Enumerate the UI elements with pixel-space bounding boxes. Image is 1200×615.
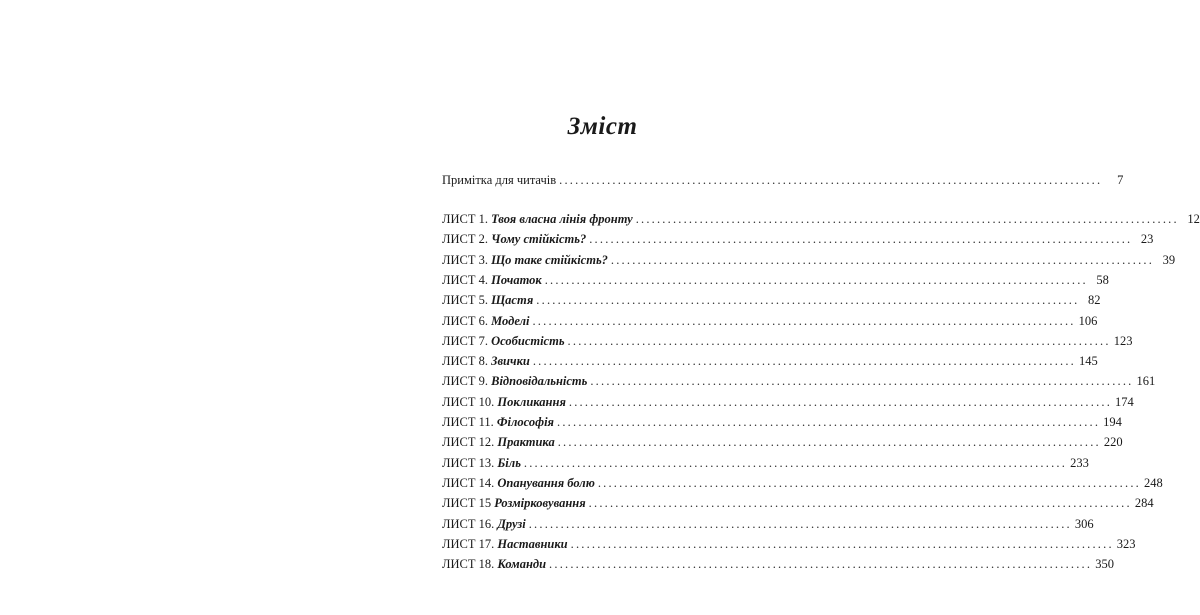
toc-entry-page: 12 bbox=[1187, 212, 1200, 226]
toc-entry-chapter: ЛИСТ 6. bbox=[442, 313, 492, 328]
toc-dot-leader: ...................................................................................................... bbox=[532, 313, 1076, 328]
toc-entry-page: 58 bbox=[1096, 272, 1109, 287]
toc-entry-label bbox=[442, 537, 568, 552]
toc-entry-row bbox=[442, 394, 1134, 415]
toc-entry-page: 306 bbox=[1074, 516, 1094, 531]
toc-entry-label bbox=[442, 232, 586, 247]
toc-entry-chapter: ЛИСТ 15 bbox=[442, 496, 495, 511]
toc-dot-leader: ...................................................................................................... bbox=[544, 272, 1088, 287]
toc-entry-label bbox=[442, 273, 542, 288]
toc-entry-chapter: ЛИСТ 13. bbox=[442, 455, 498, 470]
toc-entry-page: 161 bbox=[1136, 374, 1156, 389]
toc-entry-chapter: ЛИСТ 9. bbox=[442, 374, 492, 389]
toc-note-row bbox=[442, 173, 1124, 193]
toc-dot-leader: ...................................................................................................... bbox=[532, 354, 1077, 369]
toc-entry-chapter: ЛИСТ 1. bbox=[442, 212, 492, 226]
toc-entry-label bbox=[442, 456, 521, 471]
toc-entry-page: 220 bbox=[1103, 435, 1123, 450]
toc-entry-label bbox=[442, 496, 586, 511]
toc-entry-page: 82 bbox=[1087, 293, 1101, 308]
toc-entry-title: Моделі bbox=[491, 313, 530, 328]
toc-note-page: 7 bbox=[1117, 173, 1124, 187]
toc-entry-title: Відповідальність bbox=[491, 374, 588, 389]
toc-entry-page: 350 bbox=[1095, 557, 1114, 572]
toc-dot-leader: ...................................................................................................... bbox=[597, 475, 1141, 490]
toc-entry-label bbox=[442, 557, 546, 572]
toc-dot-leader: ...................................................................................................... bbox=[588, 496, 1132, 511]
toc-note-text: Примітка для читачів bbox=[442, 173, 557, 187]
toc-entry-label bbox=[442, 435, 555, 450]
toc-entry-page: 194 bbox=[1103, 415, 1122, 429]
toc-entry-label bbox=[442, 517, 526, 532]
toc-entry-row bbox=[442, 455, 1089, 476]
toc-entry-page: 248 bbox=[1143, 475, 1163, 490]
toc-entry-chapter: ЛИСТ 18. bbox=[442, 557, 498, 572]
toc-entry-row bbox=[442, 272, 1109, 293]
toc-entry-chapter: ЛИСТ 17. bbox=[442, 536, 498, 551]
toc-note-label bbox=[442, 173, 556, 188]
toc-entry-title: Друзі bbox=[497, 516, 526, 531]
toc-entry-page: 323 bbox=[1116, 536, 1136, 551]
toc-entry-page: 284 bbox=[1134, 496, 1154, 511]
toc-entry-chapter: ЛИСТ 4. bbox=[442, 272, 492, 287]
toc-entry-page: 39 bbox=[1162, 252, 1176, 267]
toc-entry-chapter: ЛИСТ 14. bbox=[442, 475, 498, 490]
toc-entry-chapter: ЛИСТ 7. bbox=[442, 333, 492, 348]
toc-entry-row bbox=[442, 293, 1101, 313]
toc-entry-title: Особистість bbox=[491, 333, 565, 348]
toc-dot-leader: ...................................................................................................... bbox=[549, 557, 1093, 572]
toc-entry-label bbox=[442, 314, 529, 329]
toc-entry-row bbox=[442, 232, 1154, 252]
toc-entry-title: Команди bbox=[497, 557, 547, 572]
toc-entry-title: Чому стійкість? bbox=[491, 232, 587, 247]
toc-dot-leader: ...................................................................................................... bbox=[559, 173, 1103, 187]
toc-dot-leader: ...................................................................................................... bbox=[523, 455, 1068, 470]
toc-entry-title: Щастя bbox=[491, 293, 534, 308]
toc-entry-label bbox=[442, 415, 554, 430]
toc-entry-page: 145 bbox=[1079, 354, 1098, 369]
toc-entry-chapter: ЛИСТ 16. bbox=[442, 516, 498, 531]
toc-entry-row bbox=[442, 475, 1163, 496]
toc-dot-leader: ...................................................................................................... bbox=[557, 435, 1101, 450]
toc-entry-title: Біль bbox=[497, 455, 521, 470]
toc-entry-row bbox=[442, 496, 1154, 516]
toc-entry-row bbox=[442, 374, 1156, 394]
toc-entry-title: Філософія bbox=[496, 415, 555, 429]
toc-entry-row bbox=[442, 557, 1114, 577]
toc-entry-row bbox=[442, 354, 1098, 374]
toc-entry-chapter: ЛИСТ 12. bbox=[442, 435, 498, 450]
toc-entry-title: Розмірковування bbox=[494, 496, 586, 511]
toc-entry-title: Опанування болю bbox=[497, 475, 595, 490]
toc-entry-chapter: ЛИСТ 5. bbox=[442, 293, 492, 308]
toc-entry-row bbox=[442, 313, 1098, 334]
toc-entry-chapter: ЛИСТ 10. bbox=[442, 394, 498, 409]
toc-entry-row bbox=[442, 516, 1094, 537]
toc-entry-row bbox=[442, 333, 1133, 354]
toc-dot-leader: ...................................................................................................... bbox=[589, 232, 1133, 247]
toc-entry-title: Покликання bbox=[497, 394, 566, 409]
toc-entry-title: Наставники bbox=[497, 536, 568, 551]
toc-entry-chapter: ЛИСТ 11. bbox=[442, 415, 497, 429]
toc-entry-chapter: ЛИСТ 2. bbox=[442, 232, 492, 247]
toc-dot-leader: ...................................................................................................... bbox=[590, 374, 1134, 389]
toc-entry-label bbox=[442, 334, 565, 349]
toc-dot-leader: ...................................................................................................... bbox=[610, 252, 1155, 267]
toc-entry-page: 174 bbox=[1115, 394, 1134, 409]
toc-entry-label bbox=[442, 476, 595, 491]
toc-entry-title: Твоя власна лінія фронту bbox=[491, 212, 633, 226]
toc-entry-row bbox=[442, 252, 1176, 273]
toc-entry-row bbox=[442, 536, 1136, 557]
toc-entry-label bbox=[442, 354, 530, 369]
toc-entry-label bbox=[442, 395, 566, 410]
toc-entry-page: 106 bbox=[1078, 313, 1098, 328]
toc-dot-leader: ...................................................................................................... bbox=[557, 415, 1101, 429]
toc-entry-chapter: ЛИСТ 3. bbox=[442, 252, 492, 267]
toc-entry-row bbox=[442, 212, 1200, 232]
toc-dot-leader: ...................................................................................................... bbox=[568, 394, 1113, 409]
toc-entry-page: 23 bbox=[1140, 232, 1154, 247]
toc-entry-page: 123 bbox=[1113, 333, 1133, 348]
toc-entry-title: Початок bbox=[491, 272, 542, 287]
toc-dot-leader: ...................................................................................................... bbox=[635, 212, 1179, 226]
toc-entry-chapter: ЛИСТ 8. bbox=[442, 354, 492, 369]
toc-entry-title: Що таке стійкість? bbox=[491, 252, 608, 267]
toc-entry-title: Звички bbox=[491, 354, 530, 369]
toc-entry-label bbox=[442, 374, 587, 389]
toc-entry-label bbox=[442, 293, 533, 308]
toc-title: Зміст bbox=[567, 113, 638, 140]
toc-dot-leader: ...................................................................................................... bbox=[570, 536, 1114, 551]
toc-entry-page: 233 bbox=[1070, 455, 1089, 470]
toc-entry-title: Практика bbox=[497, 435, 555, 450]
toc-entry-label bbox=[442, 212, 633, 227]
toc-dot-leader: ...................................................................................................... bbox=[536, 293, 1080, 308]
toc-dot-leader: ...................................................................................................... bbox=[528, 516, 1072, 531]
toc-dot-leader: ...................................................................................................... bbox=[567, 333, 1111, 348]
toc-entry-row bbox=[442, 415, 1122, 435]
toc-entry-row bbox=[442, 435, 1123, 455]
toc-entry-label bbox=[442, 253, 608, 268]
